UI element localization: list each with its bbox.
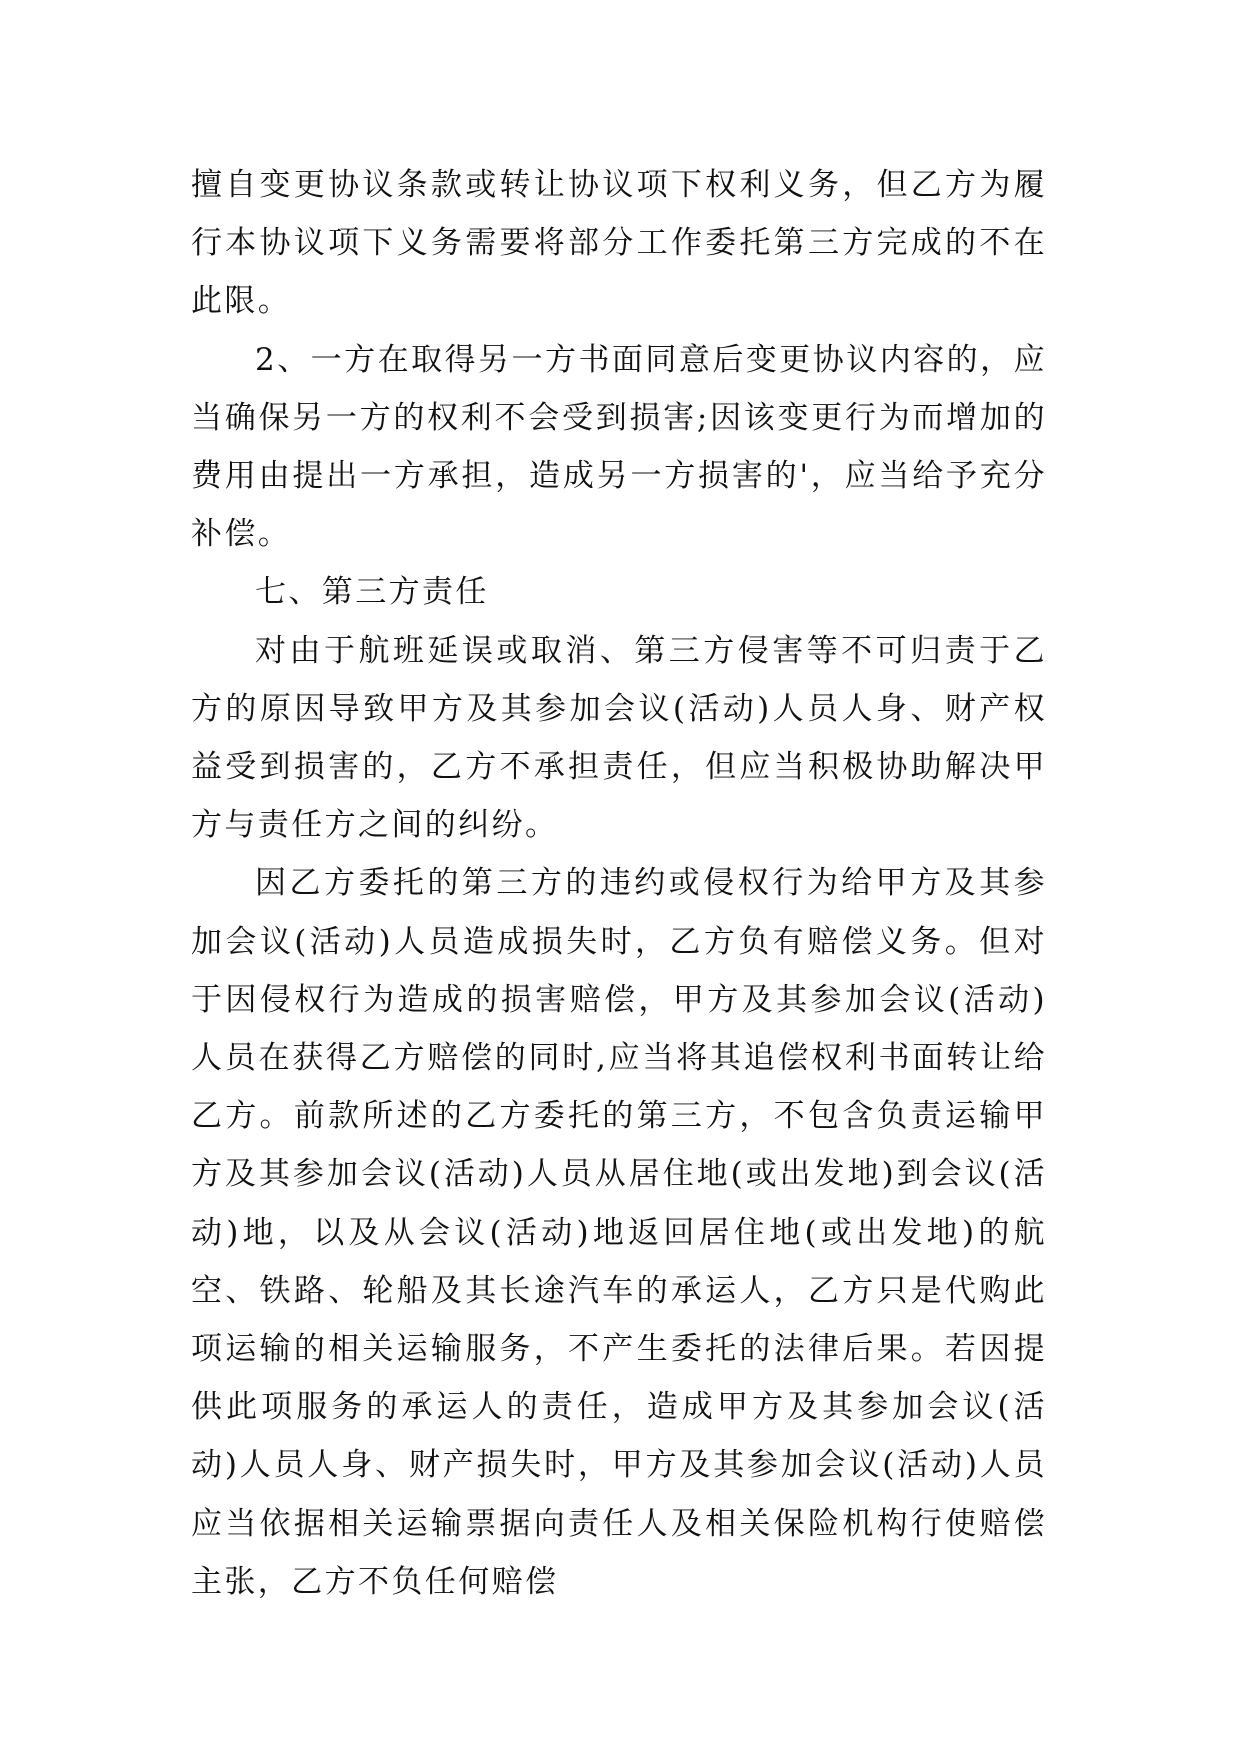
section-heading-third-party-liability: 七、第三方责任 — [255, 574, 489, 611]
paragraph-continuation: 擅自变更协议条款或转让协议项下权利义务，但乙方为履行本协议项下义务需要将部分工作委托第三方完成的不在此限。 — [191, 167, 1047, 320]
paragraph-third-party-compensation: 因乙方委托的第三方的违约或侵权行为给甲方及其参加会议(活动)人员造成损失时，乙方负有赔偿义务。但对于因侵权行为造成的损害赔偿，甲方及其参加会议(活动)人员在获得乙方赔偿的同时,应当将其追偿权利书面转让给乙方。前款所述的乙方委托的第三方，不包含负责运输甲方及其参加会议(活动)人员从居住地(或出发地)到会议(活动)地，以及从会议(活动)地返回居住地(或出发地)的航空、铁路、轮船及其长途汽车的承运人，乙方只是代购此项运输的相关运输服务，不产生委托的法律后果。若因提供此项服务的承运人的责任，造成甲方及其参加会议(活动)人员人身、财产损失时，甲方及其参加会议(活动)人员应当依据相关运输票据向责任人及相关保险机构行使赔偿主张，乙方不负任何赔偿 — [191, 865, 1047, 1600]
paragraph-clause-2: 2、一方在取得另一方书面同意后变更协议内容的，应当确保另一方的权利不会受到损害;因该变更行为而增加的费用由提出一方承担，造成另一方损害的'，应当给予充分补偿。 — [191, 341, 1047, 553]
paragraph-third-party-delays: 对由于航班延误或取消、第三方侵害等不可归责于乙方的原因导致甲方及其参加会议(活动)人员人身、财产权益受到损害的，乙方不承担责任，但应当积极协助解决甲方与责任方之间的纠纷。 — [191, 632, 1047, 844]
document-body — [191, 156, 1047, 1611]
